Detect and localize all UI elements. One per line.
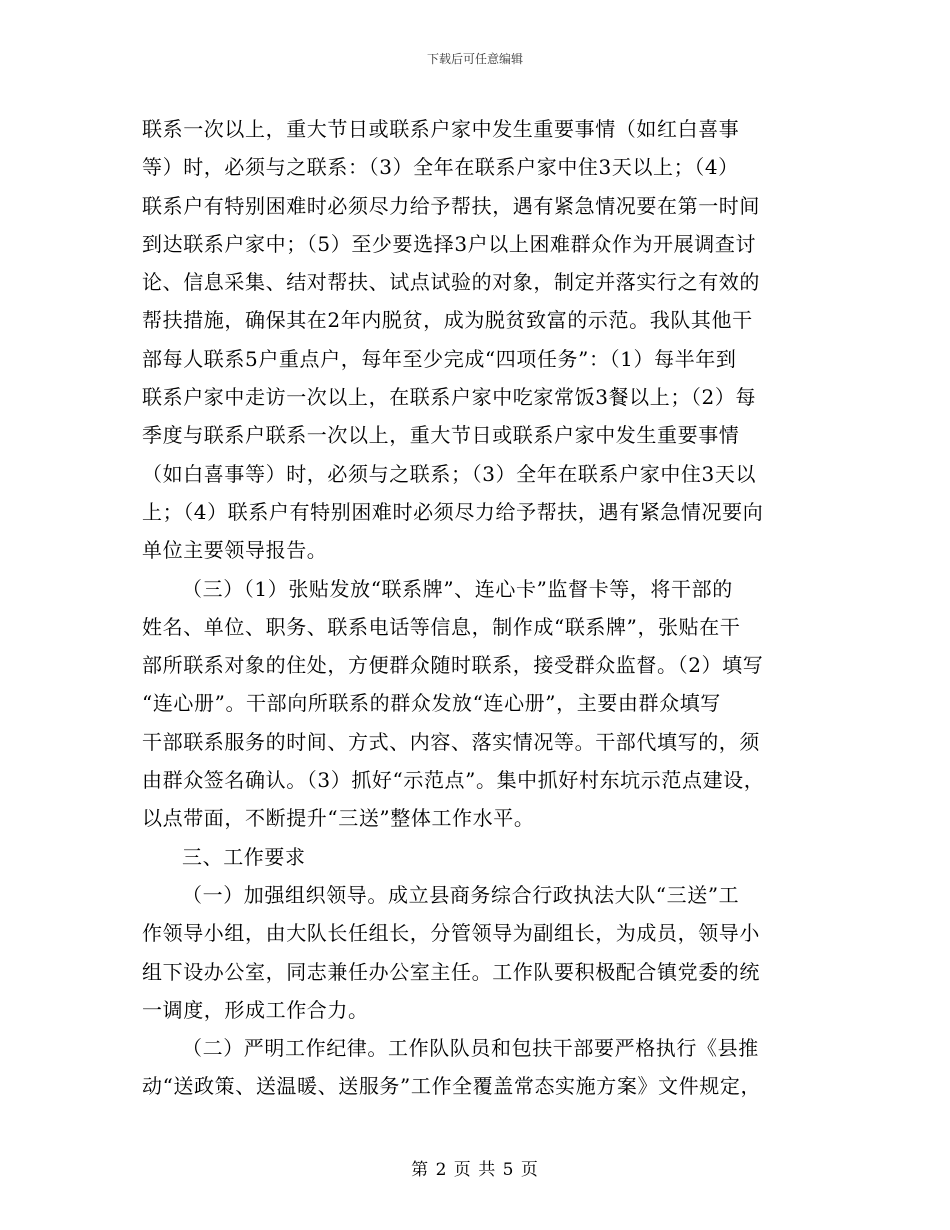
text-line: 联系户有特别困难时必须尽力给予帮扶，遇有紧急情况要在第一时间 bbox=[142, 193, 760, 218]
text-line: 动“送政策、送温暖、送服务”工作全覆盖常态实施方案》文件规定， bbox=[142, 1074, 762, 1099]
text-line: 联系一次以上，重大节日或联系户家中发生重要事情（如红白喜事 bbox=[142, 117, 740, 141]
text-line: 帮扶措施，确保其在2年内脱贫，成为脱贫致富的示范。我队其他干 bbox=[142, 308, 753, 333]
text-line: 作领导小组，由大队长任组长，分管领导为副组长，为成员，领导小 bbox=[142, 921, 760, 946]
text-line: 组下设办公室，同志兼任办公室主任。工作队要积极配合镇党委的统 bbox=[142, 959, 760, 984]
text-line: 部每人联系5户重点户，每年至少完成“四项任务”：（1）每半年到 bbox=[142, 346, 737, 371]
text-line: 由群众签名确认。（3）抓好“示范点”。集中抓好村东坑示范点建设， bbox=[142, 768, 765, 793]
page-footer: 第 2 页 共 5 页 bbox=[411, 1160, 539, 1180]
paragraph-start-line: （三）（1）张贴发放“联系牌”、连心卡”监督卡等，将干部的 bbox=[182, 576, 733, 601]
text-line: 以点带面，不断提升“三送”整体工作水平。 bbox=[142, 806, 535, 831]
section-heading: 三、工作要求 bbox=[182, 844, 306, 869]
text-line: 单位主要领导报告。 bbox=[142, 538, 328, 563]
text-line: 季度与联系户联系一次以上，重大节日或联系户家中发生重要事情 bbox=[142, 423, 740, 448]
text-line: （如白喜事等）时，必须与之联系；（3）全年在联系户家中住3天以 bbox=[142, 461, 757, 486]
text-line: “连心册”。干部向所联系的群众发放“连心册”，主要由群众填写 bbox=[142, 691, 721, 716]
text-line: 上；（4）联系户有特别困难时必须尽力给予帮扶，遇有紧急情况要向 bbox=[142, 499, 764, 524]
text-line: 论、信息采集、结对帮扶、试点试验的对象，制定并落实行之有效的 bbox=[142, 270, 760, 295]
text-line: 一调度，形成工作合力。 bbox=[142, 997, 369, 1022]
document-body bbox=[142, 110, 818, 1106]
paragraph-start-line: （二）严明工作纪律。工作队队员和包扶干部要严格执行《县推 bbox=[182, 1036, 759, 1061]
text-line: 姓名、单位、职务、联系电话等信息，制作成“联系牌”，张贴在干 bbox=[142, 614, 741, 639]
text-line: 联系户家中走访一次以上，在联系户家中吃家常饭3餐以上；（2）每 bbox=[142, 385, 757, 410]
paragraph-start-line: （一）加强组织领导。成立县商务综合行政执法大队“三送”工 bbox=[182, 882, 740, 907]
text-line: 等）时，必须与之联系：（3）全年在联系户家中住3天以上；（4） bbox=[142, 155, 739, 180]
text-line: 到达联系户家中；（5）至少要选择3户以上困难群众作为开展调查讨 bbox=[142, 231, 757, 256]
text-line: 干部联系服务的时间、方式、内容、落实情况等。干部代填写的，须 bbox=[142, 729, 760, 754]
text-line: 部所联系对象的住处，方便群众随时联系，接受群众监督。（2）填写 bbox=[142, 653, 764, 678]
header-note: 下载后可任意编辑 bbox=[426, 52, 523, 66]
